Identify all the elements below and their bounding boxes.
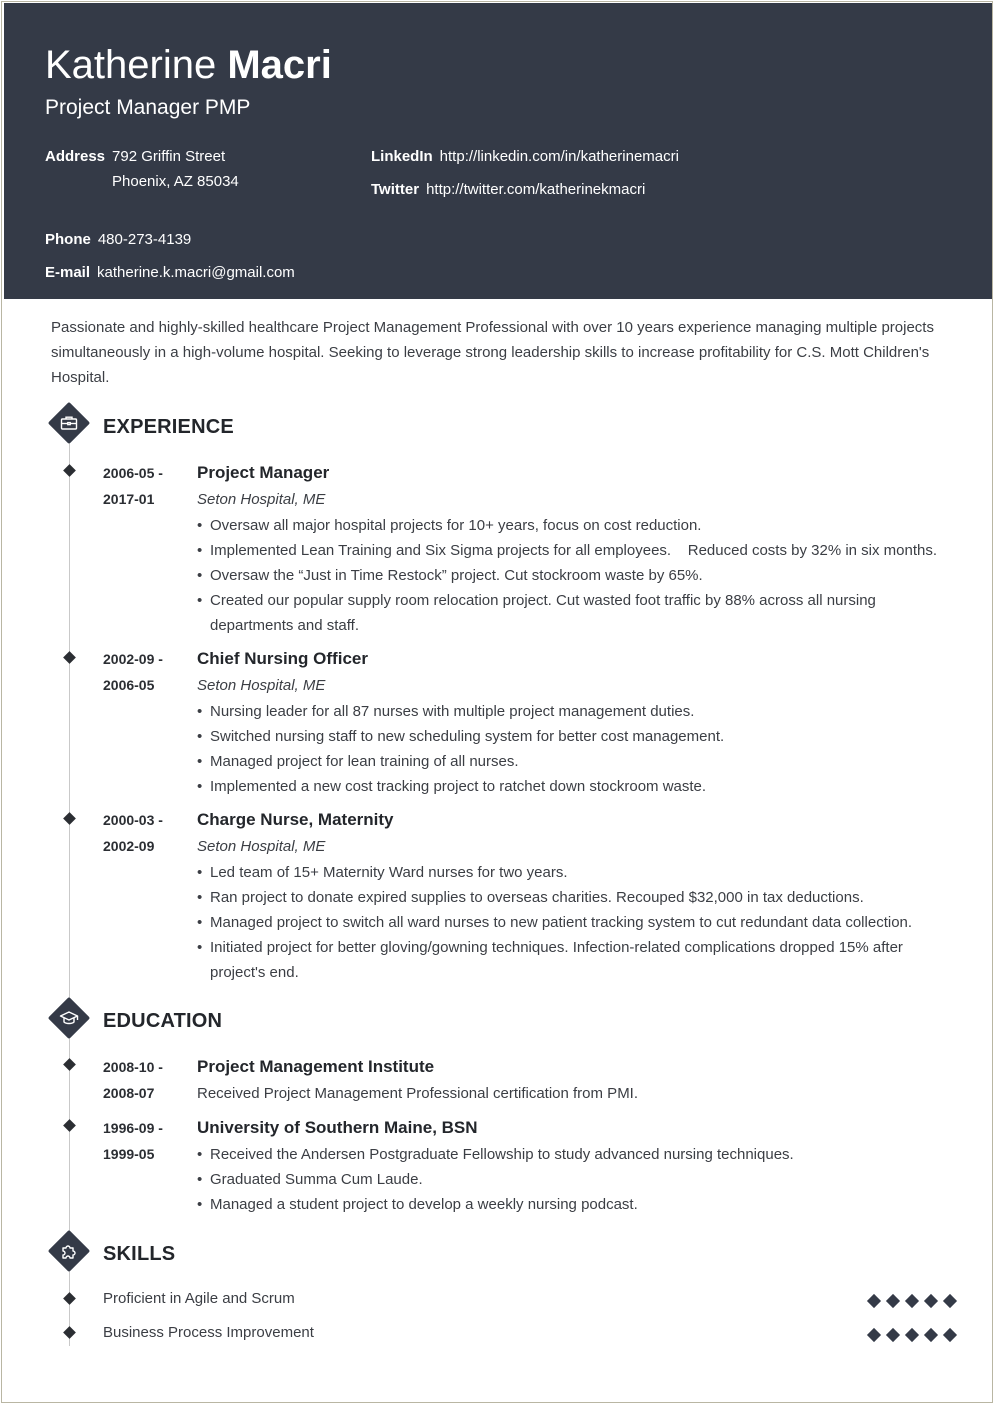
timeline-dot — [63, 1119, 76, 1132]
contact-address — [45, 144, 225, 169]
bullet-item: • Oversaw the “Just in Time Restock” project. Cut stockroom waste by 65%. — [197, 563, 957, 588]
skill-rating — [860, 1327, 955, 1339]
entry-dates: 2000-03 - 2002-09 — [103, 812, 163, 854]
bullet-item: • Implemented Lean Training and Six Sigma projects for all employees. Reduced costs by 32% in six months. — [197, 538, 957, 563]
entry-bullets — [197, 860, 957, 985]
entry-organization: Seton Hospital, ME — [197, 838, 326, 855]
bullet-item: • Managed a student project to develop a weekly nursing podcast. — [197, 1192, 957, 1217]
entry-bullets — [197, 699, 957, 799]
linkedin-label: LinkedIn — [371, 148, 433, 165]
entry-title: Charge Nurse, Maternity — [197, 810, 394, 829]
resume-header — [4, 3, 992, 299]
timeline-line — [69, 442, 70, 1346]
rating-diamond — [924, 1294, 938, 1308]
entry-dates: 2008-10 - 2008-07 — [103, 1059, 163, 1101]
entry-organization: Seton Hospital, ME — [197, 677, 326, 694]
puzzle-icon — [48, 1230, 90, 1272]
address-label: Address — [45, 148, 106, 165]
bullet-item: • Managed project to switch all ward nurses to new patient tracking system to cut redundant data collection. — [197, 910, 957, 935]
entry-organization: Seton Hospital, ME — [197, 491, 326, 508]
phone-value: 480-273-4139 — [97, 231, 192, 248]
rating-diamond — [867, 1328, 881, 1342]
first-name: Katherine — [45, 43, 217, 87]
timeline-dot — [63, 812, 76, 825]
rating-diamond — [867, 1294, 881, 1308]
email-label: E-mail — [45, 264, 91, 281]
skills-heading: SKILLS — [103, 1243, 176, 1265]
rating-diamond — [943, 1294, 957, 1308]
entry-dates: 2002-09 - 2006-05 — [103, 651, 163, 693]
contact-email — [45, 260, 295, 285]
rating-diamond — [905, 1328, 919, 1342]
entry-bullets — [197, 1142, 957, 1217]
timeline-dot — [63, 1058, 76, 1071]
bullet-item: • Graduated Summa Cum Laude. — [197, 1167, 957, 1192]
bullet-item: • Ran project to donate expired supplies to overseas charities. Recouped $32,000 in tax deductions. — [197, 885, 957, 910]
bullet-item: • Received the Andersen Postgraduate Fellowship to study advanced nursing techniques. — [197, 1142, 957, 1167]
entry-title: Chief Nursing Officer — [197, 649, 368, 668]
contact-twitter — [371, 177, 645, 202]
bullet-item: • Switched nursing staff to new scheduling system for better cost management. — [197, 724, 957, 749]
phone-label: Phone — [45, 231, 91, 248]
experience-heading: EXPERIENCE — [103, 416, 234, 438]
profile-summary: Passionate and highly-skilled healthcare Project Management Professional with over 10 years experience managing multiple projects simultaneously in a high-volume hospital. Seeking to leverage strong leadership skills to increase profitability for C.S. Mott Children's Hospital. — [51, 319, 934, 386]
bullet-item: • Implemented a new cost tracking project to ratchet down stockroom waste. — [197, 774, 957, 799]
linkedin-link[interactable]: http://linkedin.com/in/katherinemacri — [439, 148, 679, 165]
skill-name: Business Process Improvement — [103, 1324, 314, 1341]
candidate-name — [45, 41, 332, 89]
twitter-label: Twitter — [371, 181, 420, 198]
twitter-link[interactable]: http://twitter.com/katherinekmacri — [426, 181, 646, 198]
address-line1: 792 Griffin Street — [112, 148, 226, 165]
job-role: Project Manager PMP — [45, 96, 251, 119]
timeline-dot — [63, 1292, 76, 1305]
rating-diamond — [886, 1294, 900, 1308]
skill-rating — [860, 1293, 955, 1305]
email-link[interactable]: katherine.k.macri@gmail.com — [97, 264, 295, 281]
entry-bullets — [197, 513, 957, 638]
timeline-dot — [63, 651, 76, 664]
resume-page — [1, 1, 993, 1403]
skill-name: Proficient in Agile and Scrum — [103, 1290, 295, 1307]
entry-title: University of Southern Maine, BSN — [197, 1118, 478, 1137]
skill-item — [103, 1286, 955, 1312]
contact-phone — [45, 227, 191, 252]
entry-title: Project Management Institute — [197, 1057, 435, 1076]
rating-diamond — [943, 1328, 957, 1342]
entry-title: Project Manager — [197, 463, 330, 482]
entry-dates: 2006-05 - 2017-01 — [103, 465, 163, 507]
rating-diamond — [886, 1328, 900, 1342]
skill-item — [103, 1320, 955, 1346]
briefcase-icon — [48, 402, 90, 444]
bullet-item: • Initiated project for better gloving/gowning techniques. Infection-related complications dropped 15% after project's end. — [197, 935, 920, 985]
rating-diamond — [905, 1294, 919, 1308]
bullet-item: • Oversaw all major hospital projects for 10+ years, focus on cost reduction. — [197, 513, 957, 538]
bullet-item: • Led team of 15+ Maternity Ward nurses for two years. — [197, 860, 957, 885]
last-name: Macri — [227, 43, 332, 87]
rating-diamond — [924, 1328, 938, 1342]
timeline-dot — [63, 1326, 76, 1339]
bullet-item: • Nursing leader for all 87 nurses with multiple project management duties. — [197, 699, 957, 724]
bullet-item: • Managed project for lean training of all nurses. — [197, 749, 957, 774]
graduation-cap-icon — [48, 997, 90, 1039]
address-line2: Phoenix, AZ 85034 — [112, 173, 239, 190]
contact-linkedin — [371, 144, 679, 169]
education-heading: EDUCATION — [103, 1010, 223, 1032]
timeline-dot — [63, 464, 76, 477]
bullet-item: • Created our popular supply room relocation project. Cut wasted foot traffic by 88% across all nursing departments and staff. — [197, 588, 890, 638]
entry-description: Received Project Management Professional certification from PMI. — [197, 1085, 639, 1102]
entry-dates: 1996-09 - 1999-05 — [103, 1120, 163, 1162]
